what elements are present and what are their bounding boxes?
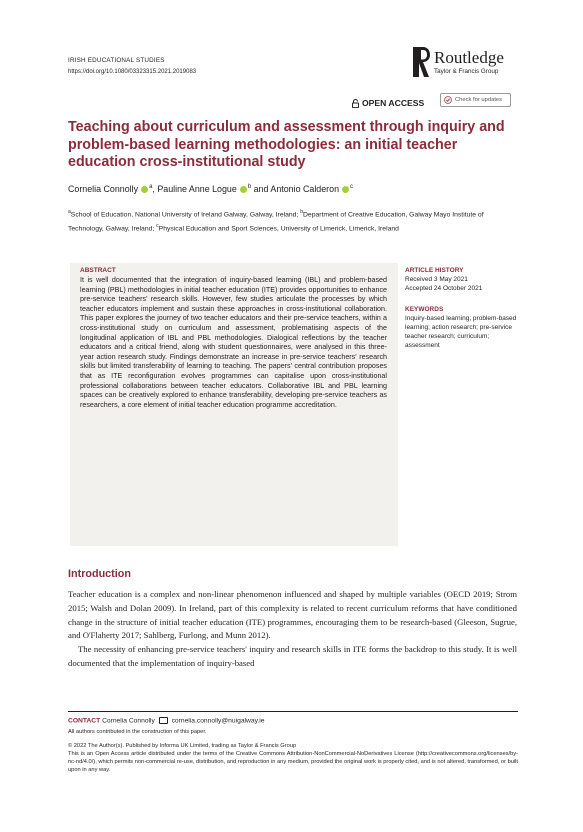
affiliation-marker: c [350,184,354,191]
open-access-badge [352,98,424,108]
contribution-note: All authors contributed in the construction of this paper. [68,729,207,735]
license-text: This is an Open Access article distributed under the terms of the Creative Commons Attribution-NonCommercial-NoDerivatives License (http://creativecommons.org/licenses/by-nc-nd/4.0/), which permits non-commercial re-use, distribution, and reproduction in any medium, provided the original work is properly cited, and is not altered, transformed, or built upon in any way. [68,751,518,774]
open-lock-icon [352,99,359,108]
email-icon [159,717,168,724]
footer-divider [68,711,518,712]
abstract-heading: ABSTRACT [80,267,116,274]
received-date: Received 3 May 2021 [405,275,468,283]
affiliation-marker: a [149,184,153,191]
section-heading: Introduction [68,568,131,580]
article-history [405,267,520,294]
publisher-logo [413,47,523,79]
author-list: Cornelia Connolly $^a$, Pauline Anne Logue $^b$ and Antonio Calderon $^c$ [68,184,354,194]
article-history-heading: ARTICLE HISTORY [405,267,464,274]
paragraph: Teacher education is a complex and non-linear phenomenon influenced and shaped by multiple variables (OECD 2019; Strom 2015; Walsh and Dolan 2009). In Ireland, part of this complexity is related to recent curriculum reforms that have conditioned change in the structure of initial teacher education (ITE) programmes, encouraging them to be research-based (Gleeson, Sugrue, and O'Flaherty 2017; Sahlberg, Furlong, and Munn 2012). [68,589,517,641]
intro-body [68,588,517,671]
affiliation-text: School of Education, National University of Ireland Galway, Galway, Ireland; [70,211,301,219]
author-name[interactable]: Antonio Calderon [270,184,340,194]
affiliation-text: Physical Education and Sport Sciences, University of Limerick, Limerick, Ireland [158,225,399,233]
contact-label: CONTACT [68,717,101,725]
affiliation-marker: b [300,209,304,215]
contact-line [68,717,265,724]
contact-email[interactable]: cornelia.connolly@nuigalway.ie [171,717,265,725]
journal-name: IRISH EDUCATIONAL STUDIES [68,57,165,64]
check-for-updates-label: Check for updates [455,97,503,103]
affiliation-text: Department of Creative Education, Galway Mayo Institute of Technology, Galway, Ireland; [68,211,484,233]
author-name[interactable]: Pauline Anne Logue [157,184,237,194]
publisher-name: Routledge [434,48,504,67]
paragraph: The necessity of enhancing pre-service teachers' inquiry and research skills in ITE forms the backdrop to this study. It is well documented that the implementation of inquiry-based [68,644,517,668]
contact-name: Cornelia Connolly [102,717,155,725]
abstract-text: It is well documented that the integration of inquiry-based learning (IBL) and problem-based learning (PBL) methodologies in initial teacher education (ITE) provides opportunities to enhance pre-service teachers' research skills. However, few studies articulate the processes by which teacher educators implement and sustain these approaches in cross-institutional collaboration. This paper explores the journey of two teacher educators and their pre-service teachers, within a cross-institutional study on curriculum and assessment, problematising aspects of the longitudinal application of IBL and PBL methodologies. Dialogical reflections by the teacher educators and a critical friend, along with student questionnaires, were analysed in this three-year action research study. Findings demonstrate an increase in pre-service teachers' research skills but limited transferability of learning to teaching. The papers' central contribution proposes that as ITE reconfiguration evolves programmes can capitalise upon cross-institutional professional collaborations between teacher educators. Collaborative IBL and PBL learning spaces can be creatively explored to enhance transferability, developing pre-service teachers as researchers, a core element of initial teacher education programme accreditation. [80,276,387,409]
crossmark-icon [444,96,452,104]
author-name[interactable]: Cornelia Connolly [68,184,139,194]
keywords [405,306,520,351]
affiliation-marker: c [156,222,159,229]
accepted-date: Accepted 24 October 2021 [405,284,483,292]
author-conjunction: and [253,184,269,194]
check-for-updates-button[interactable] [440,93,511,107]
affiliation-marker: b [247,184,252,191]
keywords-heading: KEYWORDS [405,306,444,313]
open-access-label: OPEN ACCESS [362,98,425,108]
article-title: Teaching about curriculum and assessment through inquiry and problem-based learning methodologies: an initial teacher education cross-institutional study [68,119,505,170]
keywords-text: Inquiry-based learning; problem-based learning; action research; pre-service teacher research; curriculum; assessment [405,314,517,349]
copyright-line: © 2022 The Author(s). Published by Informa UK Limited, trading as Taylor & Francis Group [68,743,297,749]
publisher-subtitle: Taylor & Francis Group [434,68,499,75]
doi-link[interactable]: https://doi.org/10.1080/03323315.2021.2019083 [68,69,197,75]
affiliations [68,207,518,235]
orcid-icon[interactable] [141,186,148,193]
orcid-icon[interactable] [342,186,349,193]
routledge-logo-icon [413,47,430,77]
affiliation-marker: a [68,209,71,215]
orcid-icon[interactable] [240,186,247,193]
